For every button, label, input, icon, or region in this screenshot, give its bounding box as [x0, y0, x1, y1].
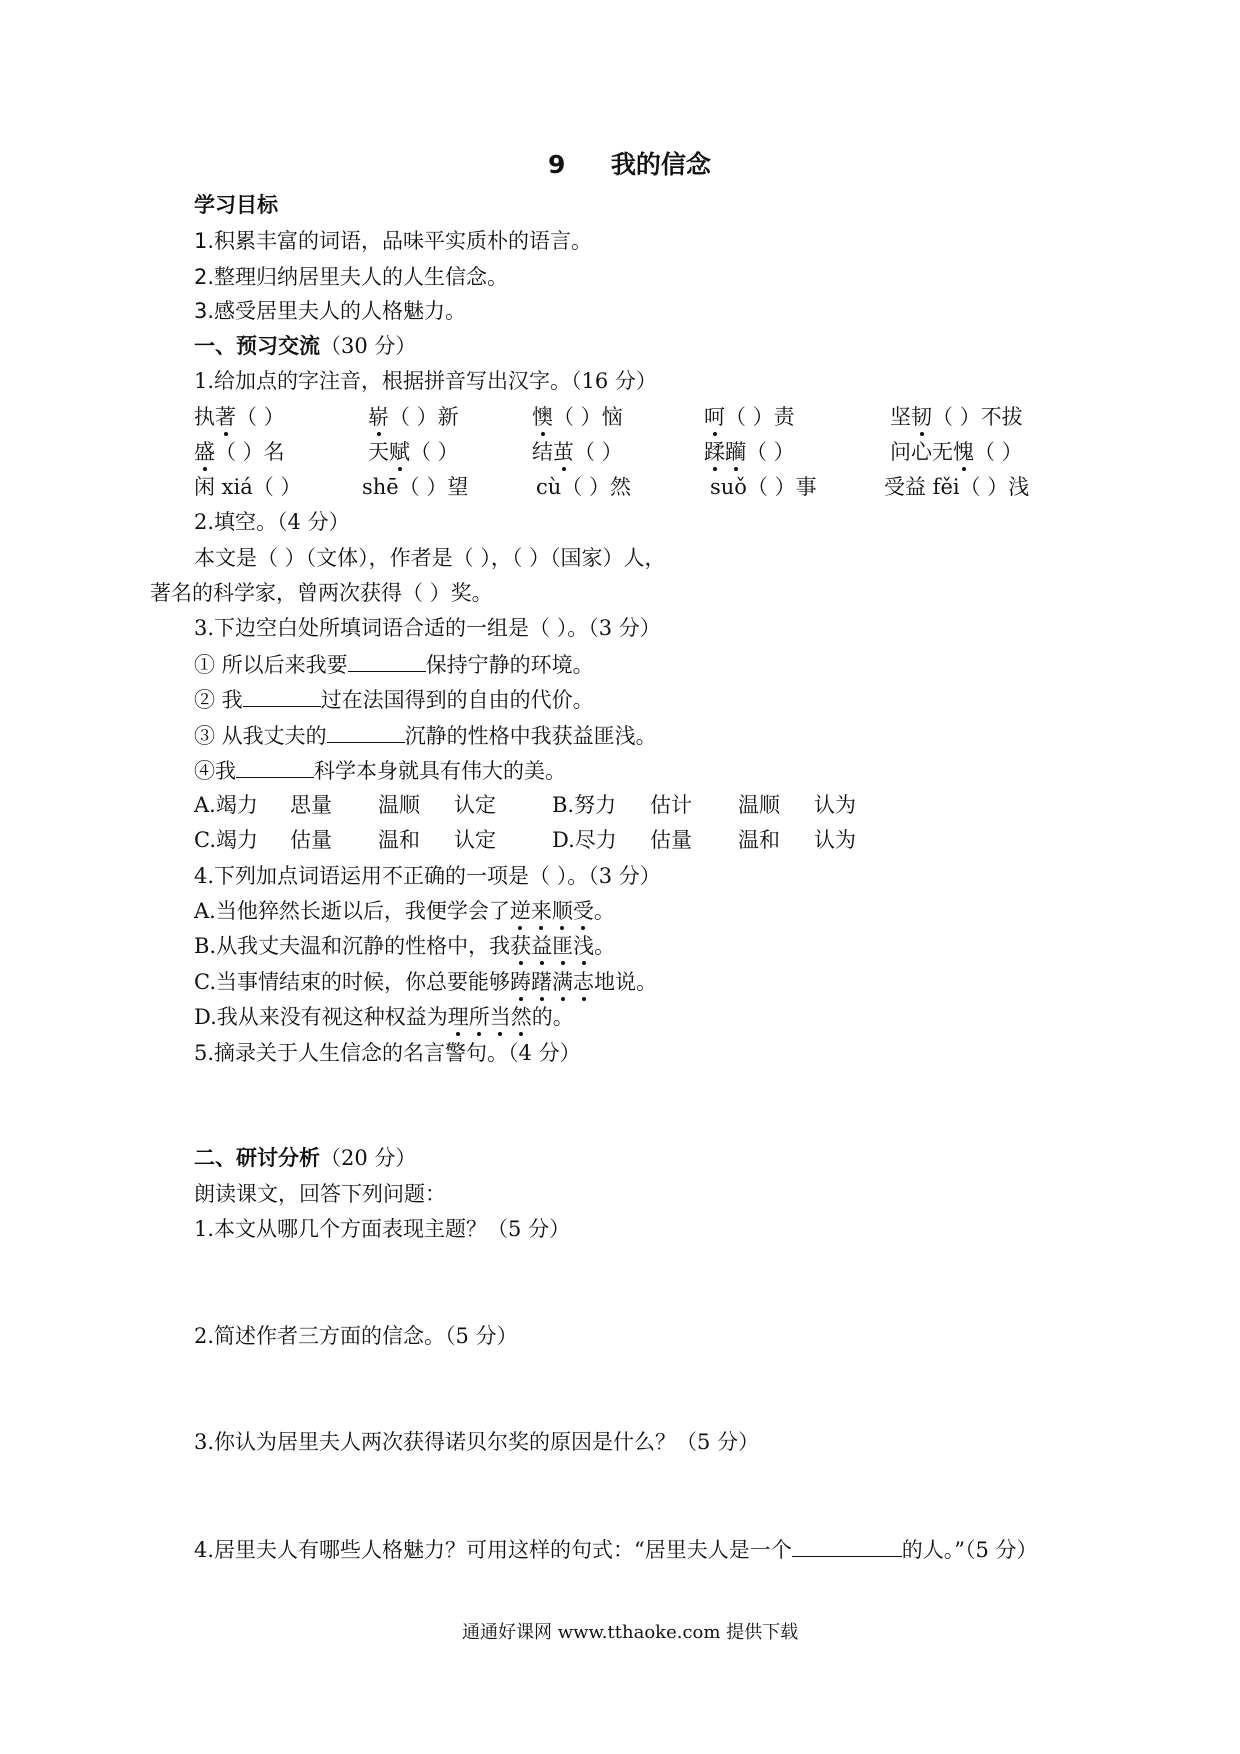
dotted-phrase: 理所当然 [447, 1005, 532, 1029]
title-number: 9 [548, 150, 566, 179]
section2-intro: 朗读课文，回答下列问题： [194, 1182, 446, 1206]
fill-blank [792, 1536, 902, 1557]
pinyin-item: 呵（ ）责 [704, 405, 795, 429]
page-footer: 通通好课网 www.tthaoke.com 提供下载 [462, 1622, 799, 1643]
q3-item-4: ④我 科学本身就具有伟大的美。 [194, 759, 566, 783]
q4-option-c: C.当事情结束的时候，你总要能够踌躇满志地说。 [194, 970, 657, 994]
option-b-word1: B.努力 [552, 793, 617, 817]
section2-q3: 3.你认为居里夫人两次获得诺贝尔奖的原因是什么？（5 分） [194, 1430, 760, 1454]
option-a-word1: A.竭力 [194, 793, 258, 817]
option-d-word3: 温和 [738, 828, 780, 852]
q2-line-1: 本文是（ ）（文体），作者是（ ），（ ）（国家）人， [194, 546, 666, 570]
pinyin-item: 盛（ ）名 [194, 440, 285, 464]
q4-prompt: 4.下列加点词语运用不正确的一项是（ ）。（3 分） [194, 864, 661, 888]
q4-option-b: B.从我丈夫温和沉静的性格中，我获益匪浅。 [194, 934, 616, 958]
option-a-word4: 认定 [454, 793, 496, 817]
pinyin-item: 天赋（ ） [368, 440, 459, 464]
pinyin-item: shē（ ）望 [362, 475, 469, 499]
option-d-word2: 估量 [650, 828, 692, 852]
dotted-char: 盛 [194, 440, 215, 464]
dotted-char: 茧 [553, 440, 574, 464]
pinyin-item: cù（ ）然 [536, 475, 631, 499]
q3-item-1: ① 所以后来我要 保持宁静的环境。 [194, 653, 594, 677]
section2-q1: 1.本文从哪几个方面表现主题？（5 分） [194, 1217, 571, 1241]
option-b-word3: 温顺 [738, 793, 780, 817]
pinyin-item: 蹂躏（ ） [704, 440, 795, 464]
pinyin-item: 执著（ ） [194, 405, 285, 429]
pinyin-item: 结茧（ ） [532, 440, 623, 464]
fill-blank [348, 651, 426, 672]
q3-prompt: 3.下边空白处所填词语合适的一组是（ ）。（3 分） [194, 616, 661, 640]
fill-blank [327, 722, 405, 743]
dotted-char: 懊 [532, 405, 553, 429]
pinyin-item: 坚韧（ ）不拔 [890, 405, 1023, 429]
dotted-char: 赋 [389, 440, 410, 464]
section2-heading [194, 1145, 416, 1171]
fill-blank [236, 757, 314, 778]
pinyin-item: suǒ（ ）事 [710, 475, 817, 499]
q5-prompt: 5.摘录关于人生信念的名言警句。（4 分） [194, 1041, 581, 1065]
objectives-heading: 学习目标 [194, 193, 278, 217]
section2-heading-text: 二、研讨分析 [194, 1146, 320, 1170]
pinyin-item: 问心无愧（ ） [890, 440, 1023, 464]
objective-2: 2.整理归纳居里夫人的人生信念。 [194, 265, 509, 289]
pinyin-item: 受益 fěi（ ）浅 [884, 475, 1030, 499]
dotted-phrase: 逆来顺受 [509, 899, 594, 923]
q1-prompt: 1.给加点的字注音，根据拼音写出汉字。（16 分） [194, 369, 657, 393]
q4-option-a: A.当他猝然长逝以后，我便学会了逆来顺受。 [194, 899, 615, 923]
dotted-char: 崭 [368, 405, 389, 429]
q2-prompt: 2.填空。（4 分） [194, 510, 350, 534]
dotted-phrase: 获益匪浅 [510, 934, 595, 958]
dotted-char: 著 [215, 405, 236, 429]
fill-blank [243, 686, 321, 707]
option-c-word2: 估量 [290, 828, 332, 852]
option-c-word1: C.竭力 [194, 828, 258, 852]
dotted-char: 愧 [953, 440, 974, 464]
option-c-word3: 温和 [378, 828, 420, 852]
dotted-phrase: 踌躇满志 [510, 970, 594, 994]
dotted-char: 韧 [911, 405, 932, 429]
option-d-word1: D.尽力 [552, 828, 617, 852]
q3-item-3: ③ 从我丈夫的 沉静的性格中我获益匪浅。 [194, 724, 657, 748]
section2-q2: 2.简述作者三方面的信念。（5 分） [194, 1324, 518, 1348]
option-b-word2: 估计 [650, 793, 692, 817]
option-a-word3: 温顺 [378, 793, 420, 817]
objective-1: 1.积累丰富的词语，品味平实质朴的语言。 [194, 229, 593, 253]
section1-heading-text: 一、预习交流 [194, 334, 320, 358]
section2-score: （20 分） [320, 1146, 417, 1170]
pinyin-item: 闲 xiá（ ） [194, 475, 302, 499]
title-text: 我的信念 [610, 150, 711, 179]
option-b-word4: 认为 [814, 793, 856, 817]
q2-line-2: 著名的科学家，曾两次获得（ ）奖。 [150, 581, 493, 605]
dotted-char: 呵 [704, 405, 725, 429]
dotted-char: 蹂躏 [704, 440, 746, 464]
page-title [548, 152, 711, 178]
q3-item-2: ② 我 过在法国得到的自由的代价。 [194, 688, 594, 712]
option-a-word2: 思量 [290, 793, 332, 817]
section1-heading [194, 333, 416, 359]
pinyin-item: 崭（ ）新 [368, 405, 459, 429]
q4-option-d: D.我从来没有视这种权益为理所当然的。 [194, 1005, 574, 1029]
option-d-word4: 认为 [814, 828, 856, 852]
section1-score: （30 分） [320, 334, 417, 358]
option-c-word4: 认定 [454, 828, 496, 852]
pinyin-item: 懊（ ）恼 [532, 405, 623, 429]
objective-3: 3.感受居里夫人的人格魅力。 [194, 299, 467, 323]
section2-q4: 4.居里夫人有哪些人格魅力？可用这样的句式：“居里夫人是一个 的人。”（5 分） [194, 1538, 1038, 1562]
